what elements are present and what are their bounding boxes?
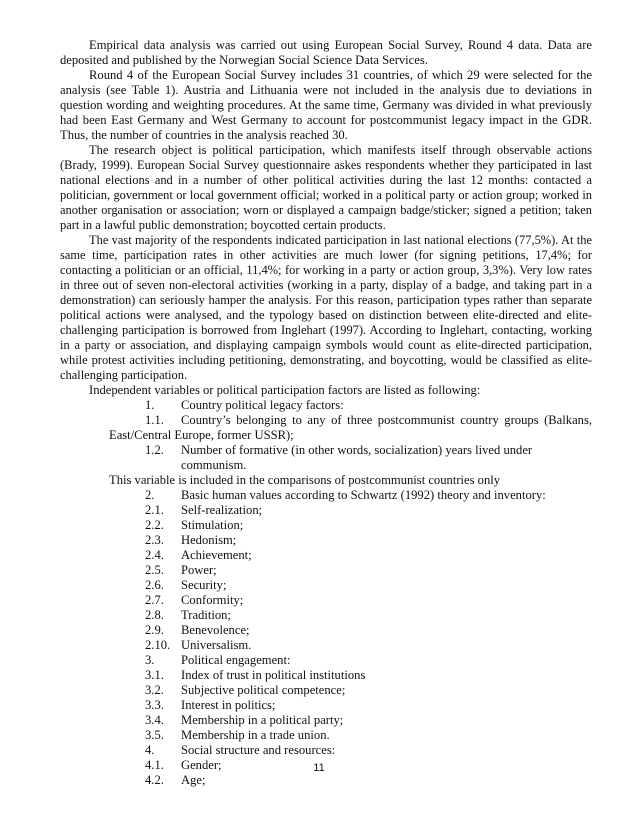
paragraph-data-source: Empirical data analysis was carried out using European Social Survey, Round 4 data. Data are deposited and published by the Norwegian Social Science Data Services.: [60, 38, 592, 67]
variables-list: [60, 398, 592, 788]
paragraph-participation-rates: The vast majority of the respondents indicated participation in last national elections (77,5%). At the same time, participation rates in other activities are much lower (for signing petitions, 17,4%; for contacting a politician or an official, 11,4%; for working in a party or action group, 3,3%). Very low rates in three out of seven non-electoral activities (working in a party, display of a badge, and taking part in a demonstration) can seriously hamper the analysis. For this reason, participation types rather than separate political actions were analysed, and the typology based on distinction between elite-directed and elite-challenging participation is borrowed from Inglehart (1997). According to Inglehart, contacting, working in a party or association, and displaying campaign symbols would count as elite-directed participation, while protest activities including petitioning, demonstrating, and boycotting, would be classified as elite-challenging participation.: [60, 233, 592, 382]
list-item: 1.1. Country’s belonging to any of three postcommunist country groups (Balkans, East/Central Europe, former USSR);: [109, 413, 592, 442]
list-item: 1.2. Number of formative (in other words, socialization) years lived under communism.: [145, 443, 533, 472]
list-item: 3. Political engagement:: [145, 653, 291, 667]
list-item: 3.4. Membership in a political party;: [145, 713, 344, 727]
list-item: 1. Country political legacy factors:: [145, 398, 344, 412]
list-item: 4.1. Gender;: [145, 758, 222, 772]
paragraph-research-object: The research object is political participation, which manifests itself through observable actions (Brady, 1999). European Social Survey questionnaire askes respondents whether they participated in last national elections and in a number of other political activities during the last 12 months: contacted a politician, government or local government official; worked in a political party or action group; worked in another organisation or association; worn or displayed a campaign badge/sticker; signed a petition; taken part in a lawful public demonstration; boycotted certain products.: [60, 143, 592, 232]
list-item: 2.4. Achievement;: [145, 548, 252, 562]
list-item: 4. Social structure and resources:: [145, 743, 336, 757]
paragraph-countries: Round 4 of the European Social Survey includes 31 countries, of which 29 were selected for the analysis (see Table 1). Austria and Lithuania were not included in the analysis due to deviations in question wording and weighting procedures. At the same time, Germany was divided in what previously had been East Germany and West Germany to account for postcommunist legacy impact in the GDR. Thus, the number of countries in the analysis reached 30.: [60, 68, 592, 142]
list-item: 3.1. Index of trust in political institutions: [145, 668, 366, 682]
list-item: 2.7. Conformity;: [145, 593, 244, 607]
list-item: 2.5. Power;: [145, 563, 217, 577]
list-item: 2.8. Tradition;: [145, 608, 231, 622]
list-item: 3.2. Subjective political competence;: [145, 683, 346, 697]
paragraph-independent-variables: Independent variables or political participation factors are listed as following:: [89, 383, 481, 397]
list-item: 2.3. Hedonism;: [145, 533, 237, 547]
list-item: 3.5. Membership in a trade union.: [145, 728, 330, 742]
list-item: 2.2. Stimulation;: [145, 518, 244, 532]
list-note: This variable is included in the comparisons of postcommunist countries only: [109, 473, 501, 487]
list-item: 2.1. Self-realization;: [145, 503, 263, 517]
list-item: 2.10. Universalism.: [145, 638, 252, 652]
list-item: 2. Basic human values according to Schwartz (1992) theory and inventory:: [145, 488, 546, 502]
list-item: 3.3. Interest in politics;: [145, 698, 276, 712]
list-item: 2.6. Security;: [145, 578, 227, 592]
list-item: 4.2. Age;: [145, 773, 206, 787]
body-text: [60, 38, 592, 788]
list-item: 2.9. Benevolence;: [145, 623, 250, 637]
page-number: 11: [313, 762, 325, 774]
